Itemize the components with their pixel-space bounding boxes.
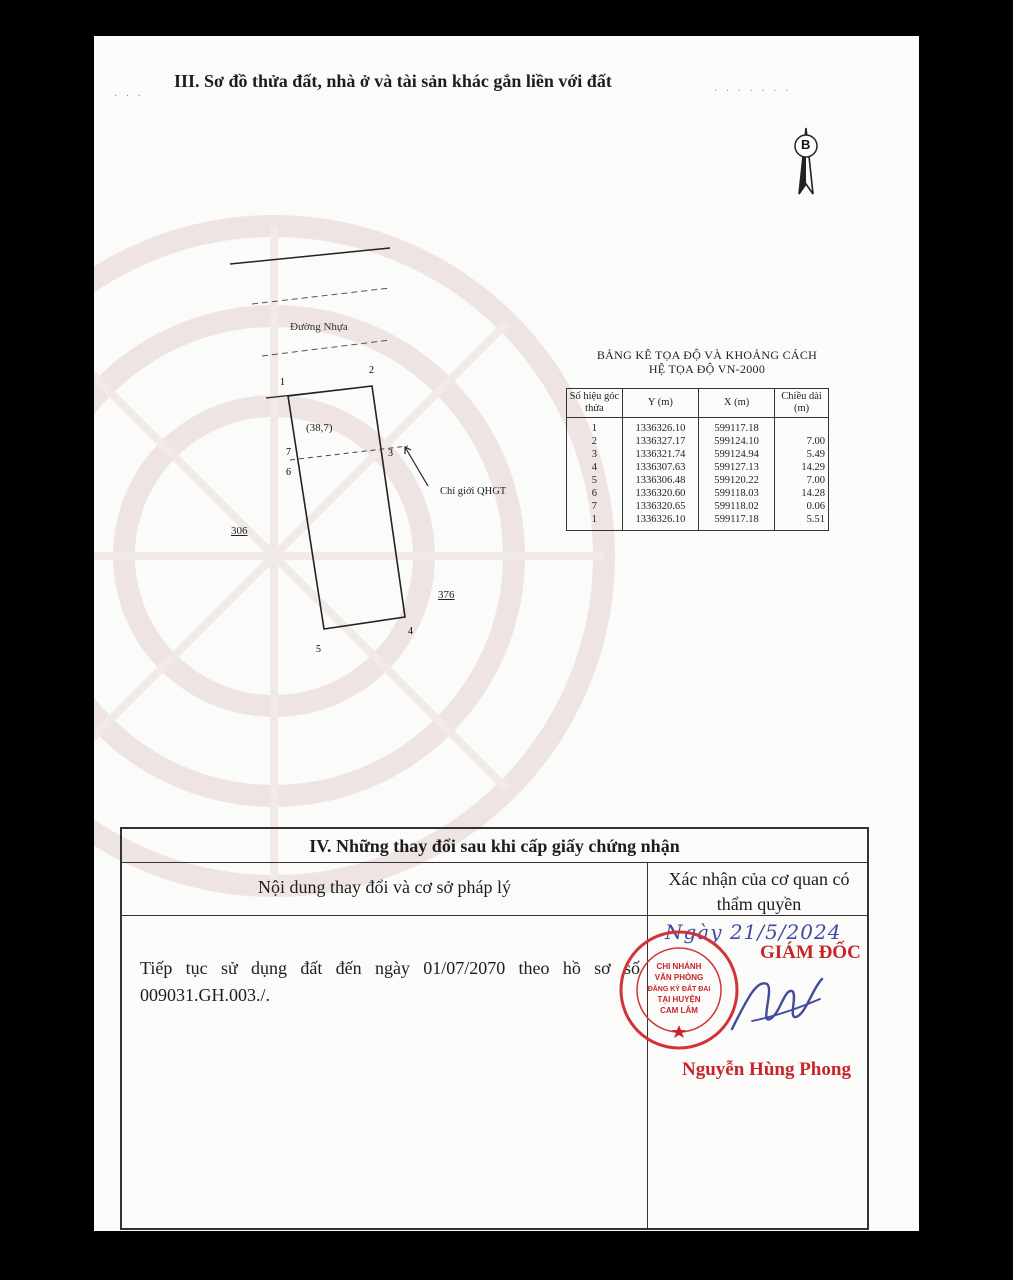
cell-length: 5.49 — [775, 448, 829, 461]
col-header-y: Y (m) — [622, 389, 698, 418]
cell-length — [775, 418, 829, 436]
north-label: B — [801, 137, 811, 152]
pointer-arrow — [405, 447, 428, 486]
cell-x: 599124.10 — [699, 435, 775, 448]
cell-length: 14.29 — [775, 461, 829, 474]
corner-label: 2 — [369, 365, 374, 376]
coordinate-table — [566, 388, 829, 531]
svg-text:TẠI HUYỆN: TẠI HUYỆN — [657, 995, 701, 1004]
road-center-line — [262, 340, 390, 356]
cell-corner: 7 — [567, 500, 623, 513]
scan-speckle: · · · · · · · — [714, 86, 792, 97]
cell-y: 1336326.10 — [622, 418, 698, 436]
cell-corner: 5 — [567, 474, 623, 487]
neighbor-parcel-right: 376 — [438, 589, 455, 601]
coord-table-title-line2: HỆ TỌA ĐỘ VN-2000 — [648, 362, 766, 376]
corner-label: 1 — [280, 377, 285, 388]
svg-text:VĂN PHÒNG: VĂN PHÒNG — [654, 973, 704, 982]
section4-title: IV. Những thay đổi sau khi cấp giấy chứng nhận — [122, 829, 867, 863]
table-row — [567, 487, 829, 500]
cell-corner: 1 — [567, 513, 623, 531]
cell-x: 599117.18 — [699, 513, 775, 531]
table-row — [567, 500, 829, 513]
changes-section — [120, 827, 869, 1230]
cell-y: 1336320.65 — [622, 500, 698, 513]
cell-length: 7.00 — [775, 435, 829, 448]
cell-x: 599118.02 — [699, 500, 775, 513]
cell-y: 1336326.10 — [622, 513, 698, 531]
parcel-sketch — [94, 36, 554, 676]
cell-x: 599120.22 — [699, 474, 775, 487]
corner-label: 5 — [316, 644, 321, 655]
authority-header: Xác nhận của cơ quan có thẩm quyền — [668, 869, 850, 914]
change-content-header: Nội dung thay đổi và cơ sở pháp lý — [257, 877, 511, 897]
col-header-x: X (m) — [699, 389, 775, 418]
table-row — [567, 435, 829, 448]
signer-name: Nguyễn Hùng Phong — [682, 1059, 851, 1080]
table-row — [567, 418, 829, 436]
cell-x: 599117.18 — [699, 418, 775, 436]
cell-length: 7.00 — [775, 474, 829, 487]
col-header-corner: Số hiệu góc thửa — [567, 389, 623, 418]
cell-x: 599127.13 — [699, 461, 775, 474]
cell-length: 14.28 — [775, 487, 829, 500]
cell-corner: 2 — [567, 435, 623, 448]
cell-length: 5.51 — [775, 513, 829, 531]
change-content-text: Tiếp tục sử dụng đất đến ngày 01/07/2070 theo hồ sơ số 009031.GH.003./. — [140, 958, 640, 1005]
col-header-length: Chiều dài (m) — [775, 389, 829, 418]
table-row — [567, 461, 829, 474]
neighbor-parcel-left: 306 — [231, 525, 248, 537]
cell-y: 1336307.63 — [622, 461, 698, 474]
coord-table-title — [562, 348, 852, 376]
handwritten-date: Ngày 21/5/2024 — [665, 920, 842, 944]
table-row — [567, 513, 829, 531]
svg-text:CHI NHÁNH: CHI NHÁNH — [656, 962, 702, 971]
table-row — [567, 474, 829, 487]
cell-y: 1336327.17 — [622, 435, 698, 448]
boundary-label: Chỉ giới QHGT — [440, 486, 507, 497]
table-row — [567, 448, 829, 461]
svg-text:ĐĂNG KÝ ĐẤT ĐAI: ĐĂNG KÝ ĐẤT ĐAI — [647, 986, 711, 993]
parcel-label: (38,7) — [306, 422, 333, 434]
scan-speckle: · · · — [114, 91, 144, 102]
corner-label: 6 — [286, 467, 291, 478]
cell-corner: 3 — [567, 448, 623, 461]
cell-y: 1336306.48 — [622, 474, 698, 487]
road-edge-line — [230, 248, 390, 264]
road-frontage-line — [266, 388, 356, 398]
north-arrow-icon — [786, 124, 826, 204]
cell-length: 0.06 — [775, 500, 829, 513]
cell-y: 1336320.60 — [622, 487, 698, 500]
corner-label: 3 — [388, 448, 393, 459]
signer-title: GIÁM ĐỐC — [760, 942, 861, 963]
cell-corner: 4 — [567, 461, 623, 474]
certificate-page — [94, 36, 919, 1231]
cell-x: 599124.94 — [699, 448, 775, 461]
cell-y: 1336321.74 — [622, 448, 698, 461]
corner-label: 4 — [408, 626, 413, 637]
road-label: Đường Nhựa — [290, 321, 348, 333]
svg-text:CAM LÂM: CAM LÂM — [660, 1006, 698, 1015]
signature — [722, 959, 832, 1049]
cell-corner: 6 — [567, 487, 623, 500]
cell-corner: 1 — [567, 418, 623, 436]
coord-table-title-line1: BẢNG KÊ TỌA ĐỘ VÀ KHOẢNG CÁCH — [596, 348, 818, 362]
section3-title: III. Sơ đồ thửa đất, nhà ở và tài sản khác gắn liền với đất — [174, 71, 612, 91]
corner-label: 7 — [286, 447, 291, 458]
cell-x: 599118.03 — [699, 487, 775, 500]
road-center-line — [252, 288, 390, 304]
